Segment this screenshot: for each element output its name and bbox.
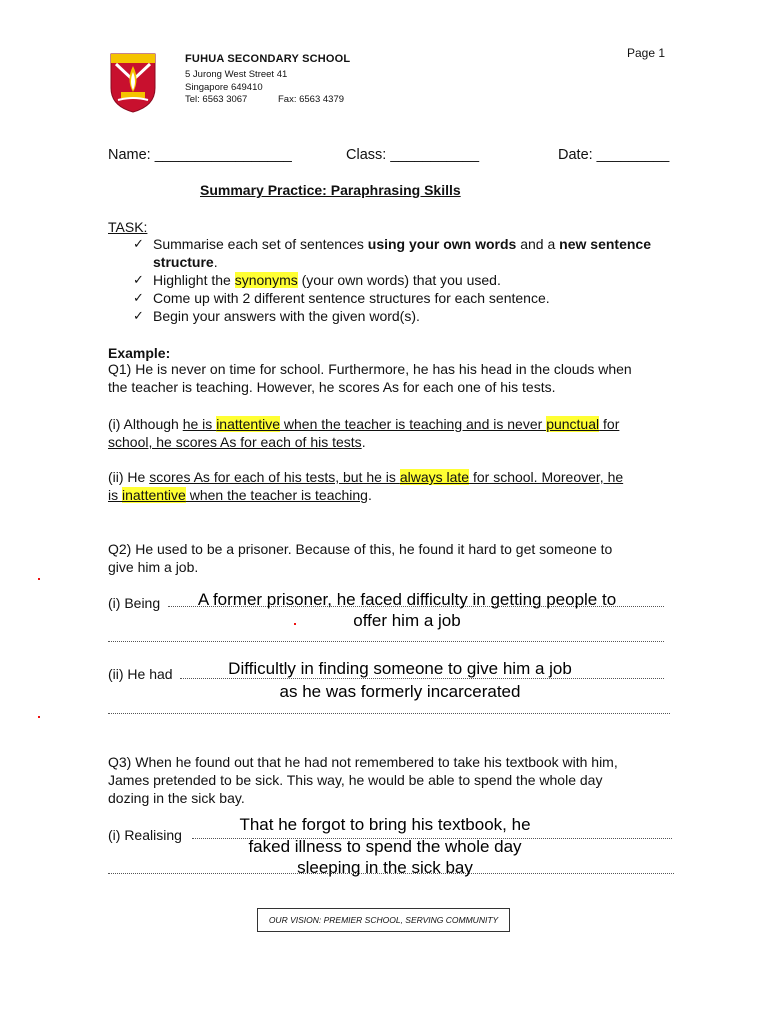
class-field[interactable]: Class: ___________ bbox=[346, 147, 480, 163]
q2-answer-2-line-1[interactable]: Difficultly in finding someone to give him a job bbox=[228, 659, 572, 678]
checkmark-icon: ✓ bbox=[133, 272, 144, 287]
school-fax: Fax: 6563 4379 bbox=[278, 94, 345, 105]
q2-line-1: Q2) He used to be a prisoner. Because of this, he found it hard to get someone to bbox=[108, 541, 613, 557]
task-item-2: ✓ Highlight the synonyms (your own words) that you used. bbox=[133, 272, 501, 288]
q1-line-1: Q1) He is never on time for school. Furthermore, he has his head in the clouds when bbox=[108, 361, 632, 377]
q3-answer-1-line-1[interactable]: That he forgot to bring his textbook, he bbox=[239, 815, 531, 834]
q2-prompt-1: (i) Being bbox=[108, 595, 161, 611]
example-answer-1-line-2: school, he scores As for each of his tests. bbox=[108, 434, 366, 450]
q3-prompt-1: (i) Realising bbox=[108, 827, 182, 843]
page-number: Page 1 bbox=[627, 46, 666, 60]
task-item-1: ✓ Summarise each set of sentences using your own words and a new sentence structure. bbox=[133, 236, 651, 270]
example-answer-2-line-2: is inattentive when the teacher is teaching. bbox=[108, 487, 372, 503]
example-answer-1-line-1: (i) Although he is inattentive when the teacher is teaching and is never punctual for bbox=[108, 416, 620, 432]
answer-line bbox=[108, 873, 674, 874]
example-answer-2-line-1: (ii) He scores As for each of his tests, but he is always late for school. Moreover, he bbox=[108, 469, 624, 485]
answer-line bbox=[108, 713, 670, 714]
q3-answer-1-line-3[interactable]: sleeping in the sick bay bbox=[297, 858, 473, 877]
task-item-4: ✓ Begin your answers with the given word(s). bbox=[133, 308, 420, 324]
q1-line-2: the teacher is teaching. However, he scores As for each one of his tests. bbox=[108, 379, 556, 395]
footer-vision: OUR VISION: PREMIER SCHOOL, SERVING COMMUNITY bbox=[257, 908, 510, 932]
task-item-3: ✓ Come up with 2 different sentence structures for each sentence. bbox=[133, 290, 550, 306]
checkmark-icon: ✓ bbox=[133, 308, 144, 323]
address-line-2: Singapore 649410 bbox=[185, 82, 263, 93]
q2-prompt-2: (ii) He had bbox=[108, 666, 173, 682]
q3-answer-1-line-2[interactable]: faked illness to spend the whole day bbox=[248, 837, 522, 856]
date-field[interactable]: Date: _________ bbox=[558, 147, 670, 163]
address-line-1: 5 Jurong West Street 41 bbox=[185, 69, 288, 80]
answer-line bbox=[108, 641, 664, 642]
q3-line-2: James pretended to be sick. This way, he would be able to spend the whole day bbox=[108, 772, 603, 788]
checkmark-icon: ✓ bbox=[133, 290, 144, 305]
q3-line-1: Q3) When he found out that he had not remembered to take his textbook with him, bbox=[108, 754, 618, 770]
school-tel: Tel: 6563 3067 bbox=[185, 94, 248, 105]
example-label: Example: bbox=[108, 345, 171, 361]
stray-mark bbox=[38, 716, 40, 718]
task-list bbox=[133, 235, 651, 325]
checkmark-icon: ✓ bbox=[133, 236, 144, 251]
school-crest-logo bbox=[108, 52, 158, 114]
school-name: FUHUA SECONDARY SCHOOL bbox=[185, 53, 351, 65]
stray-mark bbox=[38, 578, 40, 580]
q2-line-2: give him a job. bbox=[108, 559, 199, 575]
stray-mark bbox=[294, 623, 296, 625]
task-label: TASK: bbox=[108, 219, 148, 235]
name-field[interactable]: Name: _________________ bbox=[108, 147, 292, 163]
worksheet-title: Summary Practice: Paraphrasing Skills bbox=[200, 182, 461, 198]
q3-line-3: dozing in the sick bay. bbox=[108, 790, 245, 806]
q2-answer-1-line-2[interactable]: offer him a job bbox=[353, 611, 461, 630]
q2-answer-2-line-2[interactable]: as he was formerly incarcerated bbox=[279, 682, 521, 701]
q2-answer-1-line-1[interactable]: A former prisoner, he faced difficulty in getting people to bbox=[197, 590, 617, 609]
